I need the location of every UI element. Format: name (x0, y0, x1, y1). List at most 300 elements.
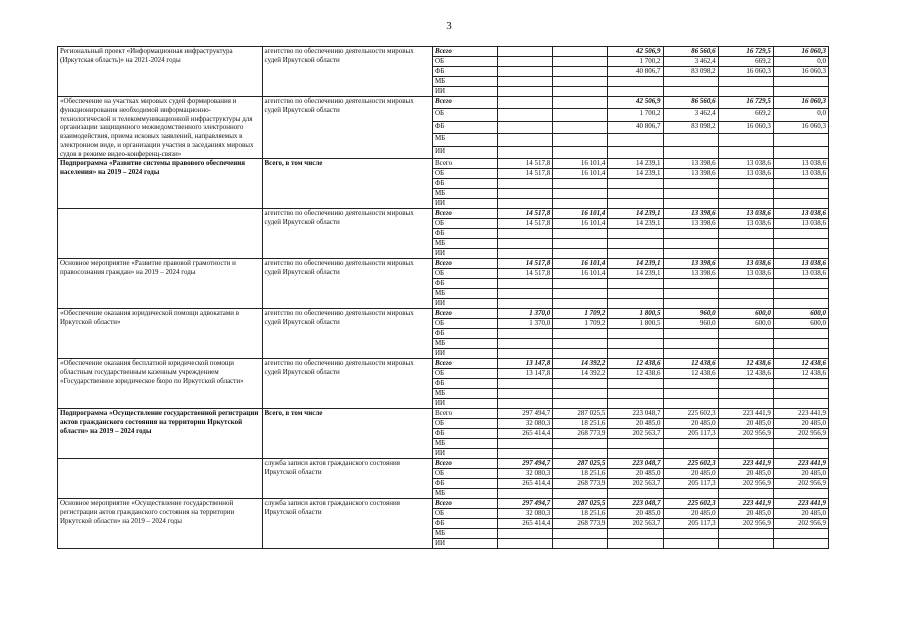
amount-cell (608, 77, 663, 87)
table-row (58, 47, 829, 57)
amount-cell: 0,0 (773, 109, 828, 121)
amount-cell (718, 489, 773, 499)
amount-cell: 223 441,9 (718, 459, 773, 469)
table-row (58, 259, 829, 269)
amount-cell (553, 67, 608, 77)
amount-cell: 42 506,9 (608, 47, 663, 57)
amount-cell (498, 189, 553, 199)
amount-cell: 223 441,9 (718, 409, 773, 419)
amount-cell (773, 289, 828, 299)
amount-cell: 297 494,7 (498, 409, 553, 419)
executor-cell: Всего, в том числе (262, 159, 432, 209)
amount-cell (773, 199, 828, 209)
amount-cell: 202 956,9 (773, 479, 828, 489)
amount-cell: 20 485,0 (608, 509, 663, 519)
amount-cell (773, 189, 828, 199)
amount-cell (663, 239, 718, 249)
amount-cell (663, 249, 718, 259)
funding-source-cell: МБ (432, 389, 497, 399)
item-name-cell: «Обеспечение оказания бесплатной юридической помощи областным государственным казенным учреждением «Государственное юридическое бюро по Иркутской области» (58, 359, 263, 409)
executor-cell: агентство по обеспечению деятельности мировых судей Иркутской области (262, 359, 432, 409)
amount-cell: 0,0 (773, 57, 828, 67)
amount-cell: 223 048,7 (608, 409, 663, 419)
amount-cell: 32 080,3 (498, 469, 553, 479)
funding-source-cell: ОБ (432, 219, 497, 229)
amount-cell (553, 57, 608, 67)
amount-cell (718, 439, 773, 449)
amount-cell: 16 060,3 (773, 67, 828, 77)
funding-source-cell: ФБ (432, 179, 497, 189)
amount-cell: 20 485,0 (663, 509, 718, 519)
funding-source-cell: Всего (432, 209, 497, 219)
funding-source-cell: ФБ (432, 479, 497, 489)
table-row (58, 499, 829, 509)
funding-source-cell: Всего (432, 359, 497, 369)
amount-cell: 20 485,0 (663, 419, 718, 429)
amount-cell: 86 560,6 (663, 47, 718, 57)
amount-cell (553, 339, 608, 349)
item-name-cell: «Обеспечение на участках мировых судей формирования и функционирования необходимой информационно-технологической и телекоммуникационной инфраструктуры для организации защищенного межведомственного электронного взаимодействия, приема исковых заявлений, направляемых в электронном виде, и организации участия в заседаниях мировых судов в режиме видео-конференц-связи» (58, 97, 263, 159)
amount-cell (553, 179, 608, 189)
amount-cell: 13 038,6 (718, 269, 773, 279)
amount-cell (663, 349, 718, 359)
amount-cell: 20 485,0 (773, 469, 828, 479)
item-name-cell: «Обеспечение оказания юридической помощи адвокатами в Иркутской области» (58, 309, 263, 359)
amount-cell: 960,0 (663, 319, 718, 329)
amount-cell (718, 399, 773, 409)
amount-cell: 13 038,6 (718, 209, 773, 219)
amount-cell (553, 109, 608, 121)
amount-cell (608, 539, 663, 549)
amount-cell (553, 379, 608, 389)
funding-source-cell: ФБ (432, 329, 497, 339)
amount-cell (553, 489, 608, 499)
amount-cell (553, 329, 608, 339)
amount-cell: 20 485,0 (773, 419, 828, 429)
amount-cell: 1 370,0 (498, 309, 553, 319)
amount-cell (663, 146, 718, 159)
amount-cell (608, 299, 663, 309)
amount-cell: 268 773,9 (553, 519, 608, 529)
amount-cell (718, 299, 773, 309)
amount-cell: 20 485,0 (718, 469, 773, 479)
amount-cell (773, 399, 828, 409)
amount-cell (718, 279, 773, 289)
amount-cell: 16 729,5 (718, 97, 773, 109)
amount-cell (553, 229, 608, 239)
table-row (58, 359, 829, 369)
amount-cell: 225 602,3 (663, 409, 718, 419)
amount-cell (553, 239, 608, 249)
funding-source-cell: ИИ (432, 399, 497, 409)
amount-cell: 1 709,2 (553, 319, 608, 329)
funding-source-cell: Всего (432, 259, 497, 269)
amount-cell: 205 117,3 (663, 429, 718, 439)
amount-cell (498, 249, 553, 259)
amount-cell: 14 239,1 (608, 169, 663, 179)
amount-cell (663, 529, 718, 539)
amount-cell: 42 506,9 (608, 97, 663, 109)
amount-cell (663, 229, 718, 239)
table-row (58, 309, 829, 319)
funding-source-cell: ОБ (432, 57, 497, 67)
amount-cell: 287 025,5 (553, 409, 608, 419)
funding-source-cell: МБ (432, 189, 497, 199)
amount-cell (773, 279, 828, 289)
amount-cell: 205 117,3 (663, 519, 718, 529)
executor-cell: агентство по обеспечению деятельности мировых судей Иркутской области (262, 47, 432, 97)
funding-source-cell: МБ (432, 489, 497, 499)
amount-cell: 14 239,1 (608, 269, 663, 279)
amount-cell: 669,2 (718, 109, 773, 121)
amount-cell (718, 289, 773, 299)
amount-cell (773, 529, 828, 539)
amount-cell (718, 539, 773, 549)
amount-cell: 287 025,5 (553, 499, 608, 509)
amount-cell: 202 563,7 (608, 519, 663, 529)
amount-cell: 16 101,4 (553, 269, 608, 279)
amount-cell: 12 438,6 (608, 359, 663, 369)
amount-cell (608, 449, 663, 459)
funding-source-cell: ФБ (432, 429, 497, 439)
amount-cell (773, 329, 828, 339)
amount-cell (773, 539, 828, 549)
funding-source-cell: Всего (432, 47, 497, 57)
amount-cell: 20 485,0 (718, 419, 773, 429)
amount-cell: 1 370,0 (498, 319, 553, 329)
amount-cell: 13 398,6 (663, 159, 718, 169)
amount-cell: 14 239,1 (608, 259, 663, 269)
budget-table (57, 46, 829, 549)
amount-cell: 13 038,6 (773, 159, 828, 169)
item-name-cell (58, 209, 263, 259)
amount-cell (498, 109, 553, 121)
amount-cell (498, 57, 553, 67)
amount-cell (718, 249, 773, 259)
amount-cell (498, 239, 553, 249)
amount-cell: 12 438,6 (663, 359, 718, 369)
amount-cell: 16 060,3 (718, 67, 773, 77)
funding-source-cell: МБ (432, 439, 497, 449)
amount-cell: 297 494,7 (498, 459, 553, 469)
amount-cell: 16 060,3 (773, 97, 828, 109)
amount-cell (718, 329, 773, 339)
amount-cell (663, 379, 718, 389)
amount-cell (498, 529, 553, 539)
amount-cell: 20 485,0 (608, 469, 663, 479)
amount-cell (498, 229, 553, 239)
amount-cell (773, 87, 828, 97)
amount-cell: 12 438,6 (718, 369, 773, 379)
amount-cell: 13 038,6 (718, 219, 773, 229)
amount-cell: 40 806,7 (608, 121, 663, 133)
amount-cell (718, 134, 773, 146)
amount-cell (498, 67, 553, 77)
amount-cell (498, 77, 553, 87)
amount-cell (608, 339, 663, 349)
funding-source-cell: ОБ (432, 419, 497, 429)
amount-cell: 16 101,4 (553, 259, 608, 269)
amount-cell: 600,0 (773, 319, 828, 329)
amount-cell (498, 399, 553, 409)
amount-cell: 20 485,0 (608, 419, 663, 429)
amount-cell (553, 77, 608, 87)
amount-cell: 600,0 (718, 319, 773, 329)
amount-cell: 20 485,0 (663, 469, 718, 479)
amount-cell (553, 399, 608, 409)
amount-cell: 13 398,6 (663, 269, 718, 279)
funding-source-cell: ИИ (432, 146, 497, 159)
amount-cell: 265 414,4 (498, 479, 553, 489)
amount-cell (718, 389, 773, 399)
funding-source-cell: Всего (432, 309, 497, 319)
amount-cell (663, 179, 718, 189)
amount-cell: 16 729,5 (718, 47, 773, 57)
amount-cell (553, 289, 608, 299)
funding-source-cell: ОБ (432, 169, 497, 179)
amount-cell (663, 489, 718, 499)
amount-cell: 13 038,6 (718, 259, 773, 269)
amount-cell: 13 038,6 (773, 219, 828, 229)
amount-cell: 669,2 (718, 57, 773, 67)
funding-source-cell: Всего (432, 499, 497, 509)
amount-cell (663, 439, 718, 449)
amount-cell (498, 379, 553, 389)
amount-cell: 13 398,6 (663, 209, 718, 219)
amount-cell (608, 489, 663, 499)
amount-cell (608, 179, 663, 189)
amount-cell: 1 700,2 (608, 57, 663, 67)
amount-cell: 223 441,9 (773, 499, 828, 509)
amount-cell: 223 441,9 (718, 499, 773, 509)
funding-source-cell: МБ (432, 77, 497, 87)
table-row (58, 209, 829, 219)
funding-source-cell: Всего (432, 159, 497, 169)
amount-cell (553, 249, 608, 259)
amount-cell: 14 517,8 (498, 159, 553, 169)
amount-cell: 225 602,3 (663, 459, 718, 469)
amount-cell (773, 146, 828, 159)
amount-cell (553, 199, 608, 209)
amount-cell (553, 529, 608, 539)
amount-cell (553, 389, 608, 399)
amount-cell (553, 279, 608, 289)
amount-cell (608, 134, 663, 146)
amount-cell (553, 439, 608, 449)
amount-cell (498, 439, 553, 449)
amount-cell: 287 025,5 (553, 459, 608, 469)
item-name-cell: Региональный проект «Информационная инфраструктура (Иркутская область)» на 2021-2024 годы (58, 47, 263, 97)
funding-source-cell: МБ (432, 134, 497, 146)
amount-cell: 3 462,4 (663, 57, 718, 67)
amount-cell (718, 229, 773, 239)
amount-cell: 32 080,3 (498, 509, 553, 519)
amount-cell (553, 349, 608, 359)
funding-source-cell: МБ (432, 239, 497, 249)
amount-cell: 13 398,6 (663, 169, 718, 179)
amount-cell: 14 517,8 (498, 259, 553, 269)
amount-cell: 18 251,6 (553, 509, 608, 519)
amount-cell (718, 449, 773, 459)
executor-cell: служба записи актов гражданского состояния Иркутской области (262, 499, 432, 549)
amount-cell (553, 47, 608, 57)
amount-cell (718, 179, 773, 189)
amount-cell: 1 800,5 (608, 309, 663, 319)
amount-cell: 600,0 (718, 309, 773, 319)
amount-cell (498, 389, 553, 399)
amount-cell: 3 462,4 (663, 109, 718, 121)
amount-cell (718, 87, 773, 97)
funding-source-cell: ОБ (432, 509, 497, 519)
amount-cell: 268 773,9 (553, 479, 608, 489)
amount-cell: 16 060,3 (718, 121, 773, 133)
amount-cell: 14 239,1 (608, 159, 663, 169)
amount-cell (718, 146, 773, 159)
amount-cell (663, 539, 718, 549)
amount-cell (608, 249, 663, 259)
amount-cell (718, 199, 773, 209)
amount-cell (608, 279, 663, 289)
amount-cell (608, 329, 663, 339)
amount-cell (498, 146, 553, 159)
amount-cell: 225 602,3 (663, 499, 718, 509)
amount-cell: 18 251,6 (553, 419, 608, 429)
amount-cell: 14 392,2 (553, 359, 608, 369)
amount-cell (553, 449, 608, 459)
amount-cell: 14 517,8 (498, 269, 553, 279)
funding-source-cell: ФБ (432, 279, 497, 289)
amount-cell: 202 956,9 (773, 519, 828, 529)
amount-cell (663, 199, 718, 209)
funding-source-cell: ФБ (432, 519, 497, 529)
amount-cell: 83 098,2 (663, 121, 718, 133)
amount-cell: 14 517,8 (498, 209, 553, 219)
amount-cell: 13 147,8 (498, 369, 553, 379)
amount-cell (663, 329, 718, 339)
amount-cell (773, 249, 828, 259)
amount-cell: 223 441,9 (773, 409, 828, 419)
amount-cell (498, 47, 553, 57)
amount-cell: 268 773,9 (553, 429, 608, 439)
amount-cell (663, 299, 718, 309)
amount-cell: 265 414,4 (498, 429, 553, 439)
amount-cell: 13 398,6 (663, 259, 718, 269)
amount-cell (663, 339, 718, 349)
amount-cell (663, 289, 718, 299)
amount-cell: 86 560,6 (663, 97, 718, 109)
amount-cell (608, 229, 663, 239)
amount-cell (663, 449, 718, 459)
amount-cell (663, 77, 718, 87)
amount-cell: 13 147,8 (498, 359, 553, 369)
amount-cell: 202 956,9 (718, 519, 773, 529)
funding-source-cell: ОБ (432, 469, 497, 479)
amount-cell (498, 199, 553, 209)
funding-source-cell: Всего (432, 409, 497, 419)
amount-cell (498, 539, 553, 549)
executor-cell: Всего, в том числе (262, 409, 432, 459)
amount-cell (498, 87, 553, 97)
amount-cell: 14 517,8 (498, 169, 553, 179)
amount-cell (663, 399, 718, 409)
amount-cell (498, 449, 553, 459)
amount-cell: 16 060,3 (773, 121, 828, 133)
amount-cell (608, 289, 663, 299)
amount-cell (773, 179, 828, 189)
funding-source-cell: МБ (432, 529, 497, 539)
amount-cell: 1 709,2 (553, 309, 608, 319)
amount-cell: 202 956,9 (773, 429, 828, 439)
funding-source-cell: ИИ (432, 449, 497, 459)
amount-cell: 12 438,6 (773, 369, 828, 379)
amount-cell: 83 098,2 (663, 67, 718, 77)
amount-cell (608, 189, 663, 199)
amount-cell (663, 87, 718, 97)
amount-cell (608, 146, 663, 159)
funding-source-cell: ОБ (432, 269, 497, 279)
executor-cell: служба записи актов гражданского состояния Иркутской области (262, 459, 432, 499)
amount-cell: 16 101,4 (553, 209, 608, 219)
amount-cell (718, 339, 773, 349)
table-row (58, 97, 829, 109)
amount-cell (608, 199, 663, 209)
amount-cell (718, 529, 773, 539)
amount-cell: 205 117,3 (663, 479, 718, 489)
amount-cell (718, 379, 773, 389)
amount-cell (773, 134, 828, 146)
amount-cell (663, 134, 718, 146)
amount-cell (773, 349, 828, 359)
amount-cell (498, 329, 553, 339)
amount-cell (608, 439, 663, 449)
amount-cell (663, 279, 718, 289)
amount-cell: 223 441,9 (773, 459, 828, 469)
amount-cell (773, 77, 828, 87)
amount-cell: 12 438,6 (608, 369, 663, 379)
funding-source-cell: ИИ (432, 199, 497, 209)
funding-source-cell: МБ (432, 339, 497, 349)
amount-cell (718, 349, 773, 359)
amount-cell (498, 299, 553, 309)
amount-cell: 265 414,4 (498, 519, 553, 529)
amount-cell: 16 101,4 (553, 219, 608, 229)
amount-cell (498, 121, 553, 133)
amount-cell (773, 239, 828, 249)
funding-source-cell: Всего (432, 97, 497, 109)
amount-cell: 297 494,7 (498, 499, 553, 509)
amount-cell: 202 956,9 (718, 479, 773, 489)
amount-cell: 20 485,0 (718, 509, 773, 519)
amount-cell (553, 146, 608, 159)
funding-source-cell: ОБ (432, 319, 497, 329)
amount-cell: 223 048,7 (608, 459, 663, 469)
amount-cell: 202 563,7 (608, 429, 663, 439)
amount-cell: 18 251,6 (553, 469, 608, 479)
amount-cell (773, 489, 828, 499)
amount-cell (773, 339, 828, 349)
amount-cell (718, 77, 773, 87)
item-name-cell: Подпрограмма «Развитие системы правового обеспечения населения» на 2019 – 2024 годы (58, 159, 263, 209)
amount-cell (608, 239, 663, 249)
funding-source-cell: ИИ (432, 539, 497, 549)
budget-table-body (58, 47, 829, 549)
amount-cell (498, 349, 553, 359)
amount-cell: 600,0 (773, 309, 828, 319)
amount-cell (608, 87, 663, 97)
amount-cell (498, 134, 553, 146)
amount-cell (663, 389, 718, 399)
amount-cell (608, 399, 663, 409)
